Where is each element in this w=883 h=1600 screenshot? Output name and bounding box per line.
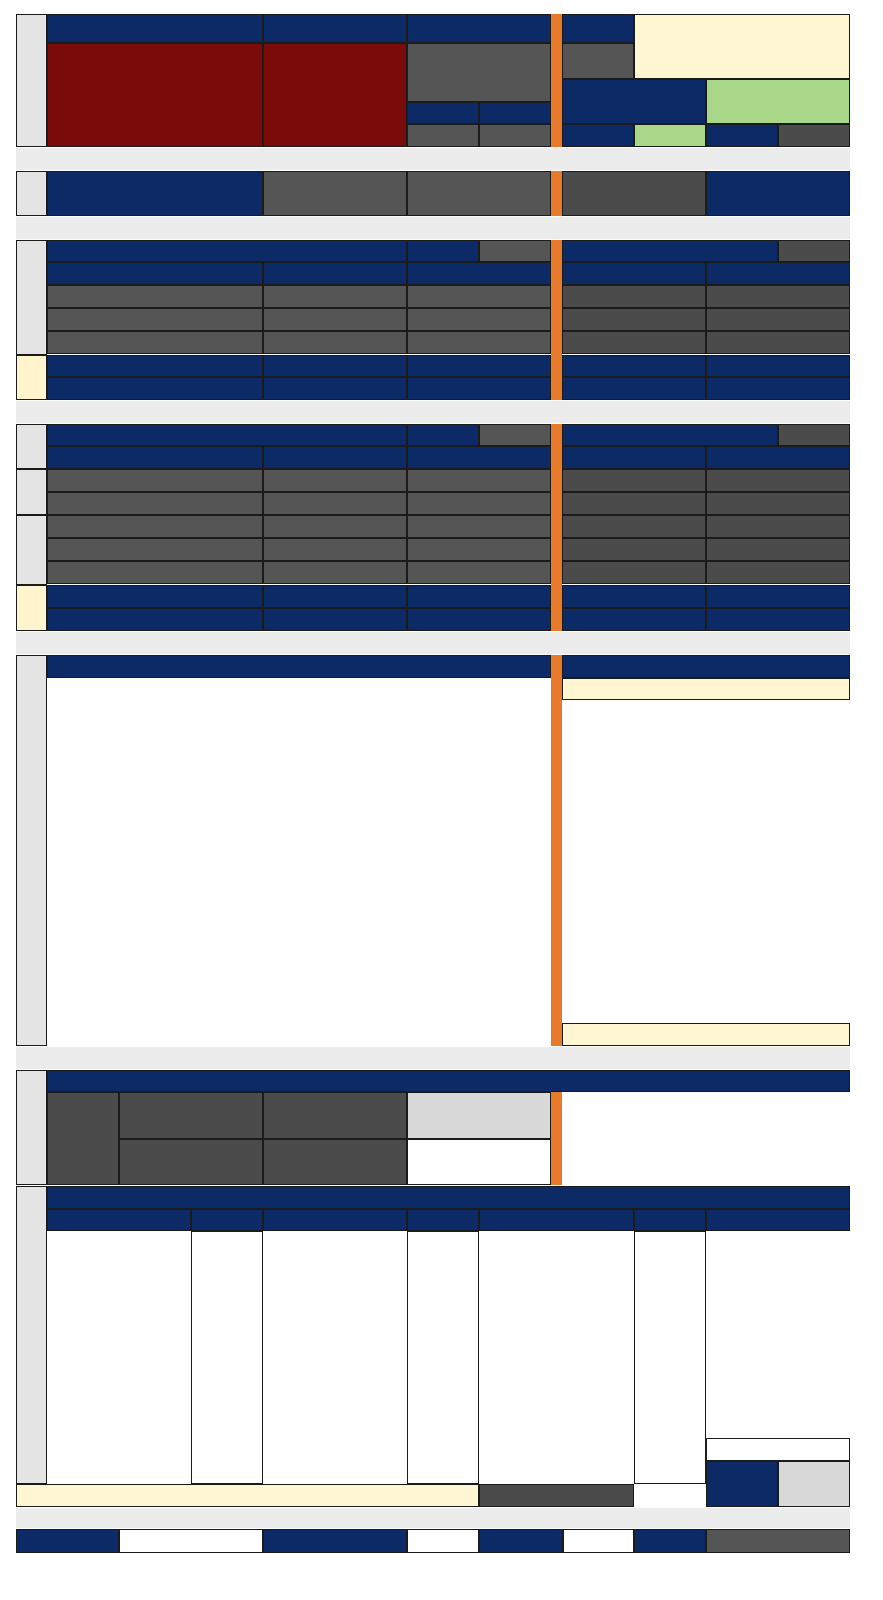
main-recipe-total-percent [407,585,551,608]
soaker-total-label [706,1461,778,1507]
main-revised-weight-header [706,446,850,469]
flour-percent-side-label [16,1070,47,1185]
sourdough-revised-weight [706,285,850,308]
main-recipe-flour [263,608,407,631]
main-revised-weight [706,469,850,492]
bread-flour-label [119,1092,263,1139]
sourdough-ingredient-weight[interactable] [263,308,407,331]
main-revised-weight [706,515,850,538]
soaker-blank [706,1438,850,1461]
pff-section-title [47,655,551,678]
revised-total-weight-input[interactable] [706,79,850,124]
flour-revised-value [562,171,706,216]
sourdough-revised-weight-input[interactable] [778,240,850,262]
flour-all-sections-value [263,171,407,216]
section-total-weight-label [47,355,263,377]
section-total-flour-label [47,377,263,400]
soaker-header [706,1209,850,1231]
recipe-selector-dropdown[interactable] [47,43,263,147]
hydration-title [562,655,850,678]
main-recipe-flour-percent [407,608,551,631]
main-ingredient-percent [407,538,551,561]
main-ingredient-weight[interactable] [263,469,407,492]
grand-total-value [706,1529,850,1553]
section-total-weight-percent [407,355,551,377]
flour-side-label [16,171,47,216]
main-recipe-total-label [47,585,263,608]
orange-divider [551,171,562,216]
spacer-row [16,401,850,423]
blank-column [407,1231,479,1484]
section-total-flour-revised [706,377,850,400]
sourdough-ingredient-weight[interactable] [263,285,407,308]
recipe-total-header [407,14,551,43]
section-total-weight-revised [706,355,850,377]
est-yield-label [562,124,634,147]
sourdough-revised-percent [562,331,706,354]
watermark [119,1529,263,1553]
recipe-selector-header [47,14,263,43]
portion-value [778,124,850,147]
grand-total-label [634,1529,706,1553]
main-recipe-side-label-b [16,469,47,515]
bread-flour-percent [119,1139,263,1185]
spacer-row [16,148,850,170]
main-revised-percent [562,538,706,561]
main-revised-percent [562,561,706,584]
spacer-row [16,1508,850,1528]
end-of-recipe-2 [263,1529,407,1553]
orange-divider [551,14,562,147]
end-of-recipe-1 [16,1529,119,1553]
sourdough-ingredient-name [47,308,263,331]
grams-each-value [479,124,551,147]
soaker-total-value [778,1461,850,1507]
orange-divider [551,1092,562,1185]
main-tdw-label [407,424,479,446]
main-tdw-value [479,424,551,446]
sourdough-percent-header [407,262,551,285]
water-split-row [16,1484,479,1507]
portion-label [706,124,778,147]
sourdough-ingredient-percent [407,285,551,308]
hydration-footer-note [562,1023,850,1046]
sourdough-totals-side-label [16,355,47,400]
rye-flour-percent [407,1139,551,1185]
section-total-weight-revised-percent [562,355,706,377]
baker-reference-header [263,14,407,43]
common-ingredients-header [47,1209,191,1231]
main-ingredient-name [47,538,263,561]
sourdough-weight-header [263,262,407,285]
flour-percent-title [47,1070,850,1092]
orange-divider [551,424,562,631]
main-recipe-flour-revised-percent [562,608,706,631]
main-ingredients-header [47,446,263,469]
main-revised-percent [562,492,706,515]
sourdough-revised-percent-header [562,262,706,285]
ingredients-title [47,1186,850,1209]
spacer-row [16,632,850,654]
sourdough-revised-weight-header [706,262,850,285]
sourdough-ingredient-percent [407,331,551,354]
main-recipe-side-label-a [16,424,47,469]
main-ingredient-weight[interactable] [263,492,407,515]
sourdough-section-title [47,240,407,262]
rye-flour-label [407,1092,551,1139]
main-section-title [47,424,407,446]
sourdough-revised-percent [562,285,706,308]
main-ingredient-percent [407,561,551,584]
main-revised-percent-header [562,446,706,469]
end-of-recipe-3 [479,1529,563,1553]
main-ingredient-weight[interactable] [263,515,407,538]
flour-all-sections-label [47,171,263,216]
header-spacer [191,1209,263,1231]
revised-total-weight-label [562,79,706,124]
est-yield-input[interactable] [634,124,706,147]
blank-column [634,1231,706,1484]
main-percent-header [407,446,551,469]
baker-reference-value[interactable] [263,43,407,147]
main-ingredient-percent [407,492,551,515]
sourdough-ingredient-name [47,285,263,308]
recipe-total-value [407,43,551,102]
main-revised-weight [706,538,850,561]
main-ingredient-weight[interactable] [263,561,407,584]
whole-wheat-label [263,1092,407,1139]
main-ingredient-name [47,469,263,492]
main-ingredient-percent [407,469,551,492]
wet-ingredients-header [479,1209,634,1231]
main-revised-weight-label [562,424,778,446]
hydration-note [562,678,850,700]
main-revised-weight [706,492,850,515]
main-ingredient-name [47,492,263,515]
blank-column [191,1231,263,1484]
sourdough-tdw-value [479,240,551,262]
main-totals-side-label [16,585,47,631]
header-spacer [407,1209,479,1231]
all-water-row [479,1484,634,1507]
flour-revised-label [706,171,850,216]
sourdough-side-label [16,240,47,355]
total-percent-header [562,14,634,43]
flour-percent-value [407,171,551,216]
sourdough-revised-weight-label [562,240,778,262]
header-spacer [634,1209,706,1231]
sourdough-tdw-label [407,240,479,262]
weigh-out-instructions [634,14,850,79]
main-weight-header [263,446,407,469]
ingredient-side-label [16,1186,47,1484]
section-total-flour-revised-percent [562,377,706,400]
sourdough-ingredient-weight[interactable] [263,331,407,354]
whole-wheat-percent [263,1139,407,1185]
yield-label [407,102,479,124]
orange-divider [551,240,562,400]
section-total-weight [263,355,407,377]
main-recipe-flour-revised [706,608,850,631]
section-total-flour-percent [407,377,551,400]
main-revised-weight [706,561,850,584]
main-revised-percent [562,515,706,538]
main-ingredient-name [47,515,263,538]
spacer-row [16,217,850,239]
main-revised-percent [562,469,706,492]
sourdough-ingredients-header [47,262,263,285]
main-revised-weight-value [778,424,850,446]
sourdough-ingredient-percent [407,308,551,331]
selection-side-label [16,14,47,147]
yield-value [407,124,479,147]
section-total-flour [263,377,407,400]
total-percent-value [562,43,634,79]
all-flour-total [47,1092,119,1185]
sourdough-revised-weight [706,331,850,354]
end-blank [407,1529,479,1553]
main-ingredient-weight[interactable] [263,538,407,561]
dry-ingredients-header [263,1209,407,1231]
main-recipe-total-revised-percent [562,585,706,608]
grams-each-label [479,102,551,124]
sourdough-revised-weight [706,308,850,331]
orange-divider [551,655,562,1046]
sourdough-ingredient-name [47,331,263,354]
main-recipe-flour-label [47,608,263,631]
end-blank [563,1529,634,1553]
main-ingredient-name [47,561,263,584]
main-recipe-total [263,585,407,608]
spacer-row [16,1047,850,1069]
main-recipe-total-revised [706,585,850,608]
sourdough-revised-percent [562,308,706,331]
main-ingredient-percent [407,515,551,538]
main-recipe-side-label-c [16,515,47,585]
preferment-side-label [16,655,47,1046]
